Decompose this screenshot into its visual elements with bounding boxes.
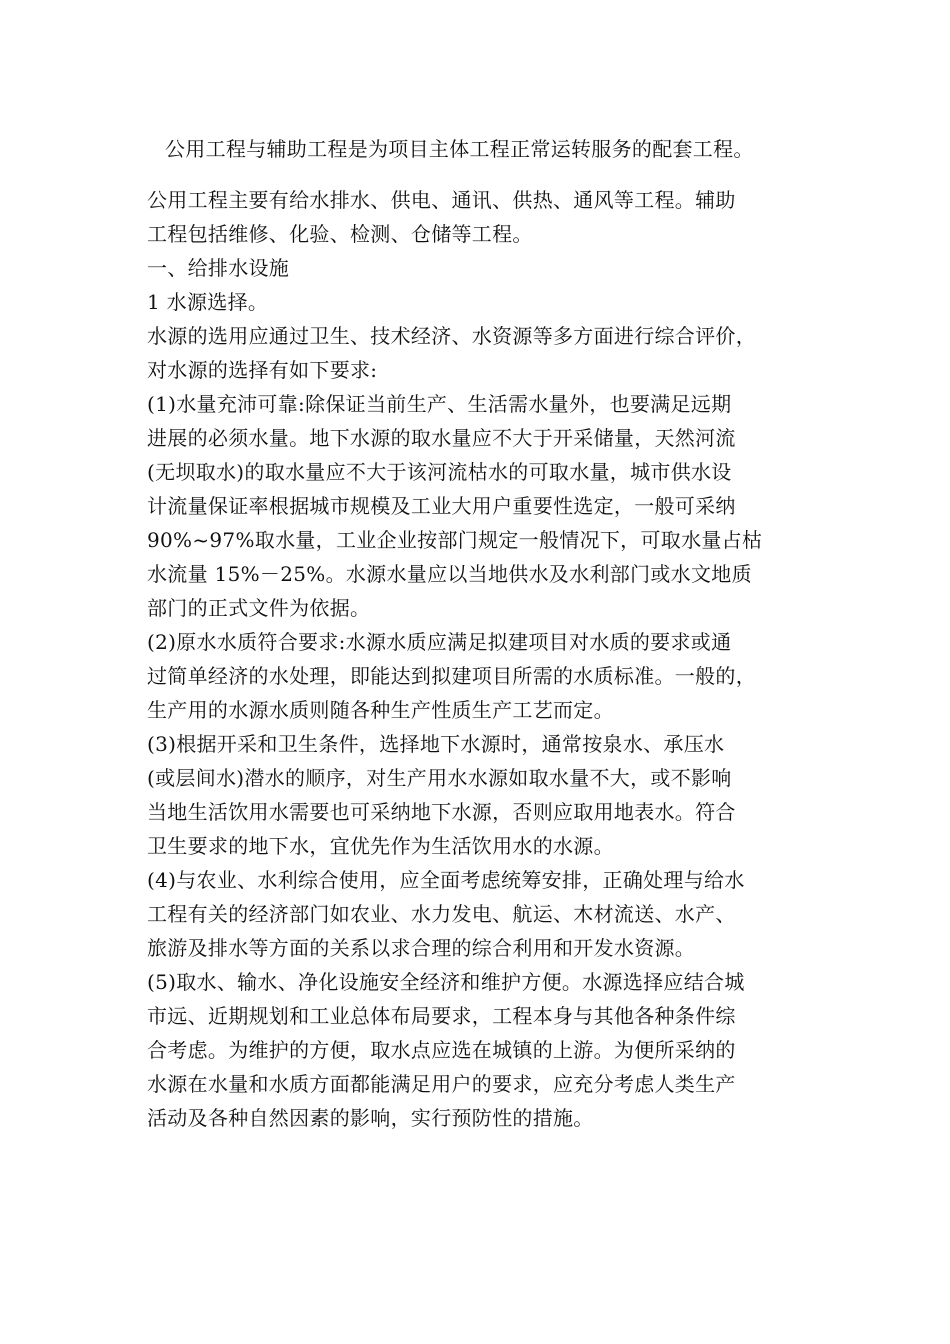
- text-line: 合考虑。为维护的方便，取水点应选在城镇的上游。为便所采纳的: [147, 1038, 736, 1062]
- text-line: 旅游及排水等方面的关系以求合理的综合利用和开发水资源。: [147, 936, 696, 960]
- text-line: 水源在水量和水质方面都能满足用户的要求，应充分考虑人类生产: [147, 1072, 736, 1096]
- text-line: 活动及各种自然因素的影响，实行预防性的措施。: [147, 1106, 594, 1130]
- document-body: [147, 132, 807, 1135]
- list-item-5: (5)取水、输水、净化设施安全经济和维护方便。水源选择应结合城: [147, 970, 745, 994]
- text-line: 水源的选用应通过卫生、技术经济、水资源等多方面进行综合评价，: [147, 324, 756, 348]
- text-line: 当地生活饮用水需要也可采纳地下水源，否则应取用地表水。符合: [147, 800, 736, 824]
- text-line: 计流量保证率根据城市规模及工业大用户重要性选定，一般可采纳: [147, 494, 736, 518]
- text-line: 公用工程主要有给水排水、供电、通讯、供热、通风等工程。辅助: [147, 188, 736, 212]
- text-line: 市远、近期规划和工业总体布局要求，工程本身与其他各种条件综: [147, 1004, 736, 1028]
- section-heading: 一、给排水设施: [147, 256, 290, 280]
- text-line: 工程包括维修、化验、检测、仓储等工程。: [147, 222, 533, 246]
- text-line: 工程有关的经济部门如农业、水力发电、航运、木材流送、水产、: [147, 902, 736, 926]
- list-item-3: (3)根据开采和卫生条件，选择地下水源时，通常按泉水、承压水: [147, 732, 725, 756]
- text-line: 90%~97%取水量，工业企业按部门规定一般情况下，可取水量占枯: [147, 528, 763, 552]
- list-item-4: (4)与农业、水利综合使用，应全面考虑统筹安排，正确处理与给水: [147, 868, 745, 892]
- text-line: (无坝取水)的取水量应不大于该河流枯水的可取水量，城市供水设: [147, 460, 732, 484]
- text-line: 对水源的选择有如下要求:: [147, 358, 378, 382]
- text-line: 卫生要求的地下水，宜优先作为生活饮用水的水源。: [147, 834, 614, 858]
- text-line: 水流量 15%－25%。水源水量应以当地供水及水利部门或水文地质: [147, 562, 752, 586]
- intro-line: 公用工程与辅助工程是为项目主体工程正常运转服务的配套工程。: [165, 137, 754, 161]
- text-line: 部门的正式文件为依据。: [147, 596, 371, 620]
- text-line: 过简单经济的水处理，即能达到拟建项目所需的水质标准。一般的，: [147, 664, 756, 688]
- text-line: 生产用的水源水质则随各种生产性质生产工艺而定。: [147, 698, 614, 722]
- text-line: (或层间水)潜水的顺序，对生产用水水源如取水量不大，或不影响: [147, 766, 732, 790]
- subsection-heading: 1 水源选择。: [147, 290, 269, 314]
- list-item-1: (1)水量充沛可靠:除保证当前生产、生活需水量外，也要满足远期: [147, 392, 732, 416]
- text-line: 进展的必须水量。地下水源的取水量应不大于开采储量，天然河流: [147, 426, 736, 450]
- list-item-2: (2)原水水质符合要求:水源水质应满足拟建项目对水质的要求或通: [147, 630, 732, 654]
